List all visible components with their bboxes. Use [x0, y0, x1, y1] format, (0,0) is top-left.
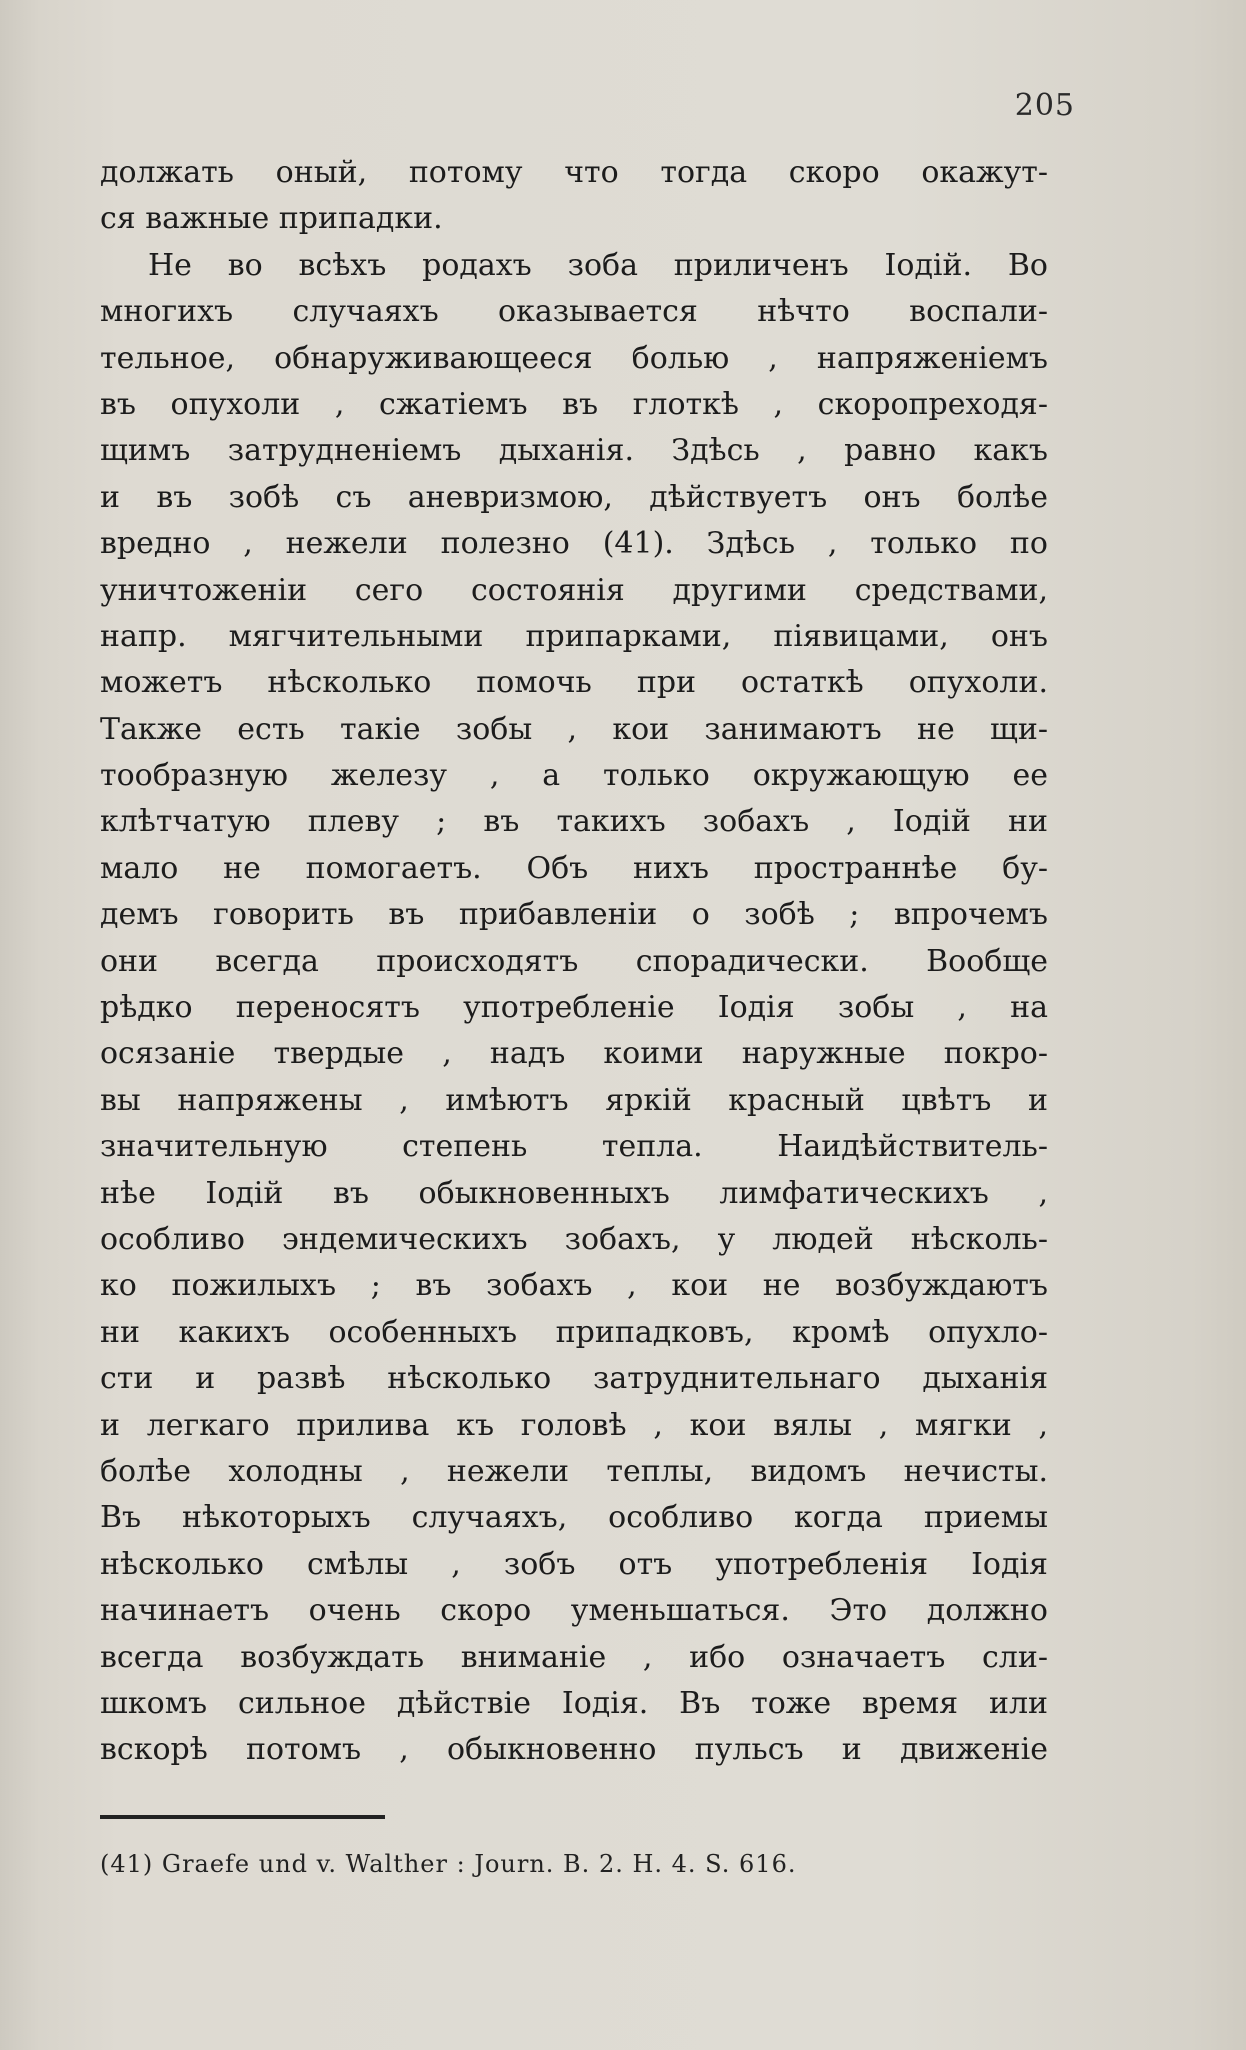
text-line: Въ нѣкоторыхъ случаяхъ, особливо когда приемы [100, 1500, 1048, 1536]
text-line: болѣе холодны , нежели теплы, видомъ нечисты. [100, 1453, 1048, 1489]
text-line: Также есть такіе зобы , кои занимаютъ не щи- [100, 711, 1048, 747]
text-line: можетъ нѣсколько помочь при остаткѣ опухоли. [100, 665, 1048, 701]
text-line: мало не помогаетъ. Объ нихъ пространнѣе бу- [100, 850, 1048, 886]
text-line: должать оный, потому что тогда скоро окажут- [100, 155, 1048, 190]
text-line: Не во всѣхъ родахъ зоба приличенъ Іодій. Во [148, 247, 1048, 283]
text-line: щимъ затрудненіемъ дыханія. Здѣсь , равно какъ [100, 433, 1048, 469]
text-line: въ опухоли , сжатіемъ въ глоткѣ , скоропреходя- [100, 386, 1048, 422]
text-line: и легкаго прилива къ головѣ , кои вялы , мягки , [100, 1407, 1048, 1443]
text-line: нѣе Іодій въ обыкновенныхъ лимфатическихъ , [100, 1175, 1048, 1211]
footnote: (41) Graefe und v. Walther : Journ. B. 2. H. 4. S. 616. [100, 1850, 797, 1878]
text-line: начинаетъ очень скоро уменьшаться. Это должно [100, 1593, 1048, 1629]
text-line: осязаніе твердые , надъ коими наружные покро- [100, 1036, 1048, 1072]
body-text [100, 150, 1048, 1774]
text-line: клѣтчатую плеву ; въ такихъ зобахъ , Іодій ни [100, 804, 1048, 840]
text-line: напр. мягчительными припарками, піявицами, онъ [100, 618, 1048, 654]
text-line: всегда возбуждать вниманіе , ибо означаетъ сли- [100, 1639, 1048, 1675]
text-line: они всегда происходятъ спорадически. Вообще [100, 943, 1048, 979]
text-line: ся важные припадки. [100, 201, 443, 237]
text-line: рѣдко переносятъ употребленіе Іодія зобы , на [100, 990, 1048, 1026]
text-line: ни какихъ особенныхъ припадковъ, кромѣ опухло- [100, 1314, 1048, 1350]
text-line: особливо эндемическихъ зобахъ, у людей нѣсколь- [100, 1221, 1048, 1257]
text-line: тообразную железу , а только окружающую ее [100, 758, 1048, 794]
text-line: нѣсколько смѣлы , зобъ отъ употребленія Іодія [100, 1546, 1048, 1582]
text-line: тельное, обнаруживающееся болью , напряженіемъ [100, 340, 1048, 376]
page-number: 205 [1014, 88, 1075, 123]
text-line: ко пожилыхъ ; въ зобахъ , кои не возбуждаютъ [100, 1268, 1048, 1304]
footnote-divider [100, 1815, 385, 1819]
text-line: вредно , нежели полезно (41). Здѣсь , только по [100, 526, 1048, 562]
text-line: и въ зобѣ съ аневризмою, дѣйствуетъ онъ болѣе [100, 479, 1048, 515]
text-line: значительную степень тепла. Наидѣйствитель- [100, 1129, 1048, 1165]
text-line: сти и развѣ нѣсколько затруднительнаго дыханія [100, 1361, 1048, 1397]
text-line: демъ говорить въ прибавленіи о зобѣ ; впрочемъ [100, 897, 1048, 933]
text-line: шкомъ сильное дѣйствіе Іодія. Въ тоже время или [100, 1685, 1048, 1721]
text-line: вы напряжены , имѣютъ яркій красный цвѣтъ и [100, 1082, 1048, 1118]
text-line: вскорѣ потомъ , обыкновенно пульсъ и движеніе [100, 1732, 1048, 1768]
text-line: уничтоженіи сего состоянія другими средствами, [100, 572, 1048, 608]
text-line: многихъ случаяхъ оказывается нѣчто воспали- [100, 294, 1048, 330]
